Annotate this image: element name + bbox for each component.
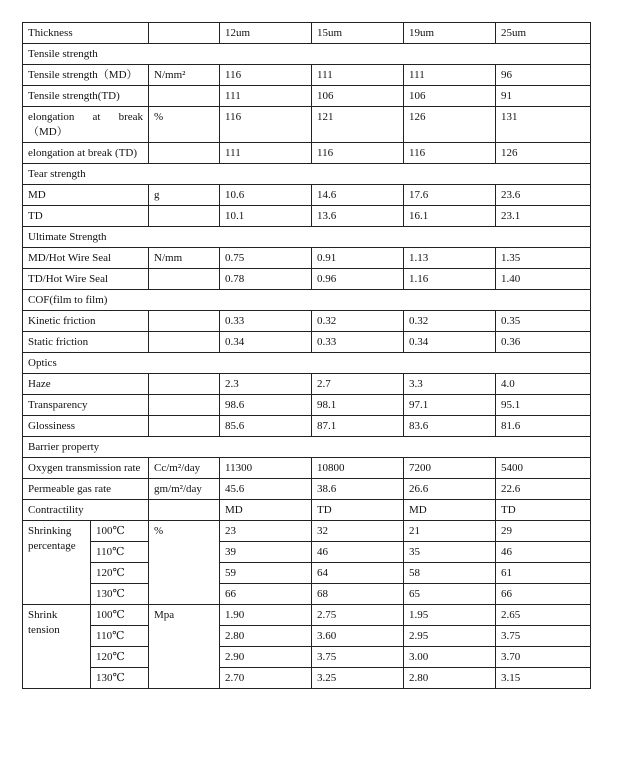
value-cell: 121 [312, 107, 404, 143]
row-unit [149, 206, 220, 227]
temp-cell: 130℃ [91, 668, 149, 689]
value-cell: 131 [496, 107, 591, 143]
value-cell: 96 [496, 65, 591, 86]
row-label: Glossiness [23, 416, 149, 437]
value-cell: 0.91 [312, 248, 404, 269]
table-row [23, 647, 591, 668]
row-unit [149, 500, 220, 521]
value-cell: 2.95 [404, 626, 496, 647]
value-cell: 0.36 [496, 332, 591, 353]
group-unit: % [149, 521, 220, 605]
row-unit [149, 86, 220, 107]
value-cell: 68 [312, 584, 404, 605]
value-cell: MD [404, 500, 496, 521]
value-cell: 0.96 [312, 269, 404, 290]
value-cell: 1.40 [496, 269, 591, 290]
value-cell: 111 [404, 65, 496, 86]
row-label: Transparency [23, 395, 149, 416]
value-cell: MD [220, 500, 312, 521]
value-cell: 38.6 [312, 479, 404, 500]
row-label: Permeable gas rate [23, 479, 149, 500]
section-title-row [23, 44, 591, 65]
row-unit: N/mm² [149, 65, 220, 86]
section-title-row [23, 290, 591, 311]
value-cell: 3.75 [496, 626, 591, 647]
value-cell: 17.6 [404, 185, 496, 206]
value-cell: 2.90 [220, 647, 312, 668]
header-col: 19um [404, 23, 496, 44]
table-row [23, 605, 591, 626]
header-col: 15um [312, 23, 404, 44]
row-unit: g [149, 185, 220, 206]
header-label: Thickness [23, 23, 149, 44]
row-label: elongation at break (TD) [23, 143, 149, 164]
value-cell: 116 [404, 143, 496, 164]
value-cell: 58 [404, 563, 496, 584]
row-label: elongation at break（MD） [23, 107, 149, 143]
value-cell: 10.6 [220, 185, 312, 206]
value-cell: 11300 [220, 458, 312, 479]
row-unit: N/mm [149, 248, 220, 269]
temp-cell: 120℃ [91, 647, 149, 668]
value-cell: TD [496, 500, 591, 521]
header-col: 25um [496, 23, 591, 44]
header-row [23, 23, 591, 44]
row-unit [149, 416, 220, 437]
temp-cell: 110℃ [91, 626, 149, 647]
value-cell: 3.15 [496, 668, 591, 689]
row-label: TD/Hot Wire Seal [23, 269, 149, 290]
value-cell: 0.32 [404, 311, 496, 332]
value-cell: 2.65 [496, 605, 591, 626]
value-cell: 0.32 [312, 311, 404, 332]
section-title: Optics [23, 353, 591, 374]
value-cell: 1.13 [404, 248, 496, 269]
value-cell: 23.6 [496, 185, 591, 206]
value-cell: 0.33 [312, 332, 404, 353]
value-cell: 3.75 [312, 647, 404, 668]
value-cell: TD [312, 500, 404, 521]
table-row [23, 458, 591, 479]
value-cell: 0.75 [220, 248, 312, 269]
row-label: Haze [23, 374, 149, 395]
value-cell: 85.6 [220, 416, 312, 437]
value-cell: 2.70 [220, 668, 312, 689]
row-unit [149, 395, 220, 416]
value-cell: 0.35 [496, 311, 591, 332]
table-row [23, 395, 591, 416]
value-cell: 23.1 [496, 206, 591, 227]
value-cell: 116 [220, 107, 312, 143]
value-cell: 21 [404, 521, 496, 542]
value-cell: 3.3 [404, 374, 496, 395]
table-row [23, 584, 591, 605]
value-cell: 64 [312, 563, 404, 584]
section-title-row [23, 227, 591, 248]
section-title-row [23, 437, 591, 458]
group-label: Shrink tension [23, 605, 91, 689]
value-cell: 2.3 [220, 374, 312, 395]
value-cell: 14.6 [312, 185, 404, 206]
value-cell: 66 [220, 584, 312, 605]
table-row [23, 668, 591, 689]
row-label: Tensile strength(TD) [23, 86, 149, 107]
value-cell: 81.6 [496, 416, 591, 437]
table-row [23, 374, 591, 395]
value-cell: 46 [312, 542, 404, 563]
section-title: Ultimate Strength [23, 227, 591, 248]
section-title-row [23, 353, 591, 374]
row-unit [149, 311, 220, 332]
temp-cell: 130℃ [91, 584, 149, 605]
value-cell: 3.00 [404, 647, 496, 668]
value-cell: 98.1 [312, 395, 404, 416]
value-cell: 87.1 [312, 416, 404, 437]
section-title: Tear strength [23, 164, 591, 185]
value-cell: 1.90 [220, 605, 312, 626]
value-cell: 22.6 [496, 479, 591, 500]
table-row [23, 185, 591, 206]
value-cell: 0.34 [220, 332, 312, 353]
row-label: Kinetic friction [23, 311, 149, 332]
value-cell: 0.33 [220, 311, 312, 332]
table-row [23, 542, 591, 563]
table-row [23, 563, 591, 584]
table-row [23, 206, 591, 227]
row-unit [149, 332, 220, 353]
value-cell: 2.80 [404, 668, 496, 689]
value-cell: 26.6 [404, 479, 496, 500]
value-cell: 59 [220, 563, 312, 584]
value-cell: 45.6 [220, 479, 312, 500]
value-cell: 0.34 [404, 332, 496, 353]
value-cell: 10800 [312, 458, 404, 479]
table-row [23, 521, 591, 542]
temp-cell: 110℃ [91, 542, 149, 563]
value-cell: 13.6 [312, 206, 404, 227]
temp-cell: 120℃ [91, 563, 149, 584]
row-unit: Cc/m²/day [149, 458, 220, 479]
value-cell: 16.1 [404, 206, 496, 227]
value-cell: 1.95 [404, 605, 496, 626]
row-unit: % [149, 107, 220, 143]
value-cell: 95.1 [496, 395, 591, 416]
section-title-row [23, 164, 591, 185]
value-cell: 83.6 [404, 416, 496, 437]
value-cell: 111 [220, 86, 312, 107]
group-label: Shrinking percentage [23, 521, 91, 605]
section-title: Barrier property [23, 437, 591, 458]
value-cell: 35 [404, 542, 496, 563]
table-row [23, 86, 591, 107]
value-cell: 29 [496, 521, 591, 542]
value-cell: 46 [496, 542, 591, 563]
table-row [23, 65, 591, 86]
value-cell: 2.80 [220, 626, 312, 647]
value-cell: 106 [404, 86, 496, 107]
row-label: Static friction [23, 332, 149, 353]
spec-table-body [23, 23, 591, 689]
value-cell: 126 [496, 143, 591, 164]
film-spec-table [22, 22, 591, 689]
table-row [23, 107, 591, 143]
value-cell: 39 [220, 542, 312, 563]
row-unit [149, 269, 220, 290]
value-cell: 3.70 [496, 647, 591, 668]
value-cell: 98.6 [220, 395, 312, 416]
temp-cell: 100℃ [91, 521, 149, 542]
row-unit [149, 374, 220, 395]
row-unit: gm/m²/day [149, 479, 220, 500]
value-cell: 2.7 [312, 374, 404, 395]
row-label: Oxygen transmission rate [23, 458, 149, 479]
value-cell: 2.75 [312, 605, 404, 626]
table-row [23, 311, 591, 332]
section-title: Tensile strength [23, 44, 591, 65]
value-cell: 61 [496, 563, 591, 584]
value-cell: 0.78 [220, 269, 312, 290]
value-cell: 65 [404, 584, 496, 605]
table-row [23, 479, 591, 500]
table-row [23, 416, 591, 437]
row-label: MD [23, 185, 149, 206]
value-cell: 116 [220, 65, 312, 86]
row-label: TD [23, 206, 149, 227]
value-cell: 10.1 [220, 206, 312, 227]
value-cell: 66 [496, 584, 591, 605]
value-cell: 3.25 [312, 668, 404, 689]
value-cell: 3.60 [312, 626, 404, 647]
row-unit [149, 143, 220, 164]
value-cell: 116 [312, 143, 404, 164]
group-unit: Mpa [149, 605, 220, 689]
table-row [23, 332, 591, 353]
contractility-row [23, 500, 591, 521]
value-cell: 91 [496, 86, 591, 107]
row-label: MD/Hot Wire Seal [23, 248, 149, 269]
table-row [23, 626, 591, 647]
value-cell: 4.0 [496, 374, 591, 395]
value-cell: 111 [220, 143, 312, 164]
header-col: 12um [220, 23, 312, 44]
value-cell: 106 [312, 86, 404, 107]
table-row [23, 248, 591, 269]
row-label: Tensile strength（MD） [23, 65, 149, 86]
table-row [23, 143, 591, 164]
value-cell: 111 [312, 65, 404, 86]
value-cell: 32 [312, 521, 404, 542]
table-row [23, 269, 591, 290]
temp-cell: 100℃ [91, 605, 149, 626]
value-cell: 7200 [404, 458, 496, 479]
value-cell: 1.35 [496, 248, 591, 269]
value-cell: 1.16 [404, 269, 496, 290]
section-title: COF(film to film) [23, 290, 591, 311]
header-unit [149, 23, 220, 44]
value-cell: 126 [404, 107, 496, 143]
row-label: Contractility [23, 500, 149, 521]
value-cell: 23 [220, 521, 312, 542]
value-cell: 5400 [496, 458, 591, 479]
value-cell: 97.1 [404, 395, 496, 416]
